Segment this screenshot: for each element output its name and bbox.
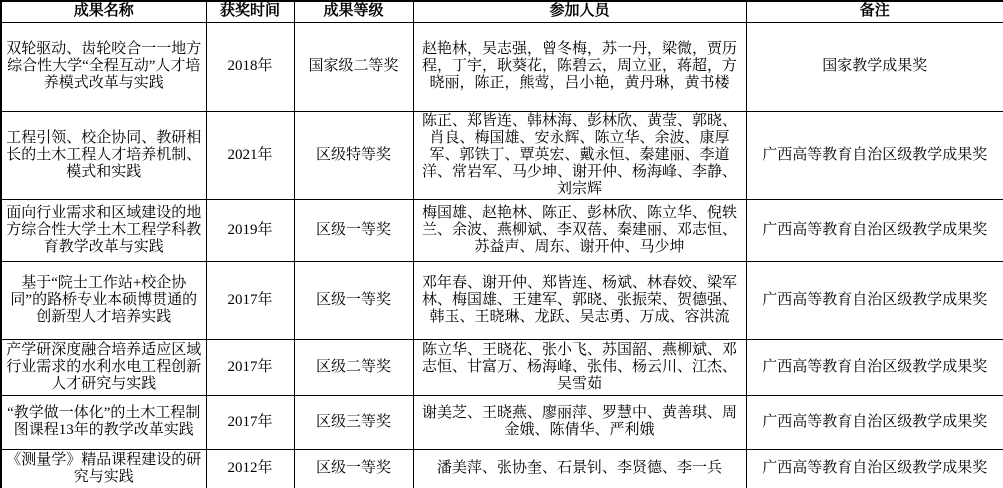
award-year-cell: 2019年 xyxy=(206,199,294,261)
award-year-cell: 2012年 xyxy=(206,449,294,488)
column-header-achievement-name: 成果名称 xyxy=(1,1,206,22)
remark-cell: 广西高等教育自治区级教学成果奖 xyxy=(746,111,1003,199)
table-row xyxy=(1,261,1003,339)
achievement-name-cell: 面向行业需求和区域建设的地方综合性大学土木工程学科教育教学改革与实践 xyxy=(1,199,206,261)
award-level-cell: 国家级二等奖 xyxy=(294,22,413,111)
remark-cell: 广西高等教育自治区级教学成果奖 xyxy=(746,395,1003,449)
participants-cell: 谢美芝、王晓燕、廖丽萍、罗慧中、黄善琪、周金娥、陈倩华、严利娥 xyxy=(413,395,746,449)
column-header-remark: 备注 xyxy=(746,1,1003,22)
award-level-cell: 区级二等奖 xyxy=(294,339,413,395)
remark-cell: 广西高等教育自治区级教学成果奖 xyxy=(746,261,1003,339)
award-year-cell: 2017年 xyxy=(206,261,294,339)
award-level-cell: 区级三等奖 xyxy=(294,395,413,449)
table-row xyxy=(1,22,1003,111)
achievement-name-cell: 《测量学》精品课程建设的研究与实践 xyxy=(1,449,206,488)
award-year-cell: 2021年 xyxy=(206,111,294,199)
award-year-cell: 2017年 xyxy=(206,395,294,449)
remark-cell: 广西高等教育自治区级教学成果奖 xyxy=(746,449,1003,488)
table-row xyxy=(1,339,1003,395)
column-header-participants: 参加人员 xyxy=(413,1,746,22)
award-level-cell: 区级一等奖 xyxy=(294,449,413,488)
remark-cell: 国家教学成果奖 xyxy=(746,22,1003,111)
award-level-cell: 区级特等奖 xyxy=(294,111,413,199)
column-header-award-year: 获奖时间 xyxy=(206,1,294,22)
table-body xyxy=(1,22,1003,488)
participants-cell: 赵艳林，吴志强，曾冬梅，苏一丹，梁微，贾历程，丁宇，耿葵花，陈碧云，周立亚，蒋超，方晓丽，陈正，熊莺，吕小艳，黄丹琳，黄书楼 xyxy=(413,22,746,111)
award-level-cell: 区级一等奖 xyxy=(294,261,413,339)
award-year-cell: 2017年 xyxy=(206,339,294,395)
participants-cell: 邓年春、谢开仲、郑皆连、杨斌、林春姣、梁军林、梅国雄、王建军、郭晓、张振荣、贺德强、韩玉、王晓琳、龙跃、吴志勇、万成、容洪流 xyxy=(413,261,746,339)
table-row xyxy=(1,199,1003,261)
header-row xyxy=(1,1,1003,22)
achievement-name-cell: 基于“院士工作站+校企协同”的路桥专业本硕博贯通的创新型人才培养实践 xyxy=(1,261,206,339)
participants-cell: 陈正、郑皆连、韩林海、彭林欣、黄莹、郭晓、肖良、梅国雄、安永辉、陈立华、余波、康厚军、郭铁丁、覃英宏、戴永恒、秦建丽、李道洋、常岩军、马少坤、谢开仲、杨海峰、李静、刘宗辉 xyxy=(413,111,746,199)
achievement-name-cell: 工程引领、校企协同、教研相长的土木工程人才培养机制、模式和实践 xyxy=(1,111,206,199)
achievement-name-cell: 双轮驱动、齿轮咬合一一地方综合性大学“全程互动”人才培养模式改革与实践 xyxy=(1,22,206,111)
remark-cell: 广西高等教育自治区级教学成果奖 xyxy=(746,199,1003,261)
table-row xyxy=(1,449,1003,488)
participants-cell: 陈立华、王晓花、张小飞、苏国韶、燕柳斌、邓志恒、甘富万、杨海峰、张伟、杨云川、江杰、吴雪茹 xyxy=(413,339,746,395)
achievement-name-cell: 产学研深度融合培养适应区域行业需求的水利水电工程创新人才研究与实践 xyxy=(1,339,206,395)
table-row xyxy=(1,395,1003,449)
participants-cell: 潘美萍、张协奎、石景钊、李贤德、李一兵 xyxy=(413,449,746,488)
remark-cell: 广西高等教育自治区级教学成果奖 xyxy=(746,339,1003,395)
achievement-name-cell: “教学做一体化”的土木工程制图课程13年的教学改革实践 xyxy=(1,395,206,449)
participants-cell: 梅国雄、赵艳林、陈正、彭林欣、陈立华、倪轶兰、余波、燕柳斌、李双蓓、秦建丽、邓志恒、苏益声、周东、谢开仲、马少坤 xyxy=(413,199,746,261)
award-year-cell: 2018年 xyxy=(206,22,294,111)
table-row xyxy=(1,111,1003,199)
column-header-award-level: 成果等级 xyxy=(294,1,413,22)
award-level-cell: 区级一等奖 xyxy=(294,199,413,261)
